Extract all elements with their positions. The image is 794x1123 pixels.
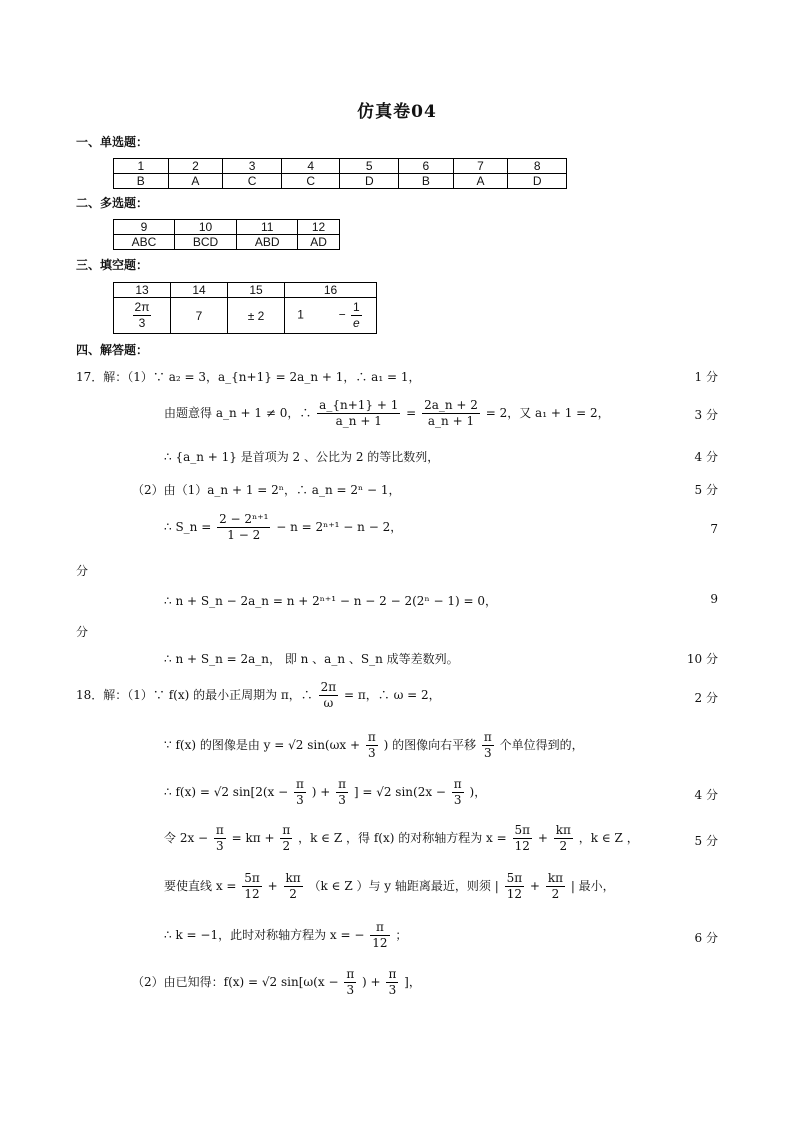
score-label: 6 分 [694,931,718,945]
fraction: $\frac{a\_\{n+1\} + 1}{a\_n + 1}$ [319,398,399,428]
table-cell: B [399,174,454,189]
table-cell [114,298,171,334]
table-cell: AD [298,235,340,250]
fraction: $\frac{\pi}{3}$ [453,777,462,807]
page-title: 仿真卷04 [357,102,437,122]
table-cell: 14 [171,283,228,298]
table-cell: 8 [508,159,567,174]
fraction: $\frac{5\pi}{12}$ [244,871,260,901]
solution-line: （2）由（1）a_n + 1 = 2ⁿ，∴ a_n = 2ⁿ − 1， 5 分 [132,483,718,497]
solution-line: ∵ f(x) 的图像是由 y = √2 sin(ωx + $\frac{\pi}{3}$ ) 的图像向右平移 $\frac{\pi}{3}$ 个单位得到的， [164,730,584,760]
fraction: $\frac{2a\_n + 2}{a\_n + 1}$ [424,398,478,428]
table-cell: 16 [285,283,377,298]
table-cell: A [168,174,223,189]
multi-choice-answer-table [113,219,340,250]
score-label: 3 分 [694,408,718,422]
fraction: $\frac{2\pi}{3}$ [134,300,150,330]
section-heading-solutions: 四、解答题： [76,343,149,357]
score-label: 4 分 [694,450,718,464]
fraction: $\frac{\pi}{3}$ [215,823,224,853]
section-heading-single-choice: 一、单选题： [76,135,149,149]
table-cell: 4 [281,159,340,174]
fraction: $\frac{\pi}{3}$ [367,730,376,760]
score-unit: 分 [76,625,89,639]
table-cell: 7 [453,159,508,174]
table-cell: ABD [237,235,298,250]
table-cell: D [340,174,399,189]
fraction: $\frac{\text{2 − 2ⁿ⁺¹}}{1 - 2}$ [219,512,269,542]
fraction: $\frac{\pi}{12}$ [372,920,388,950]
solution-line: ∴ n + S_n = 2a_n， 即 n 、a_n 、S_n 成等差数列。 10 分 [164,652,718,666]
table-cell: 10 [174,220,236,235]
table-cell: D [508,174,567,189]
fraction: $\frac{\pi}{3}$ [388,967,397,997]
fraction: $\frac{5\pi}{12}$ [514,823,531,853]
solution-line: ∴ {a_n + 1} 是首项为 2 、公比为 2 的等比数列， 4 分 [164,450,718,464]
table-cell: 12 [298,220,340,235]
fill-blank-answer-table [113,282,377,334]
table-row [114,283,377,298]
fraction: $\frac{2\pi}{\omega}$ [320,680,337,710]
table-row [114,220,340,235]
table-cell: 9 [114,220,175,235]
fraction: $\frac{\pi}{3}$ [296,777,304,807]
score-unit: 分 [76,564,89,578]
solution-line: ∴ k = −1，此时对称轴方程为 x = − $\frac{\pi}{12}$ ； 6 分 [164,920,718,950]
table-cell: 15 [228,283,285,298]
solution-line: 由题意得 a_n + 1 ≠ 0，∴ $\frac{a\_\{n+1\} + 1}{a\_n + 1}$ = $\frac{2a\_n + 2}{a\_n + 1}$ = 2，又 a₁ + 1 = 2， 3 分 [164,398,718,428]
table-cell: 6 [399,159,454,174]
table-cell: ABC [114,235,175,250]
solution-line: ∴ f(x) = √2 sin[2(x − $\frac{\pi}{3}$ ) + $\frac{\pi}{3}$ ] = √2 sin(2x − $\frac{\pi}{3}$ )， 4 分 [164,777,718,807]
table-row [114,298,377,334]
table-row [114,235,340,250]
fraction: $\frac{\pi}{2}$ [282,823,291,853]
solution-line: ∴ S_n = $\frac{\text{2 − 2ⁿ⁺¹}}{1 - 2}$ − n = 2ⁿ⁺¹ − n − 2， 7 [164,512,718,542]
table-cell: 1 − $\frac{1}{e}$ [285,298,377,334]
table-cell: 13 [114,283,171,298]
section-heading-fill-blank: 三、填空题： [76,258,149,272]
fraction: $\frac{k\pi}{2}$ [285,871,301,901]
table-cell: ± 2 [228,298,285,334]
section-heading-multi-choice: 二、多选题： [76,196,149,210]
solution-line: 18．解：（1）∵ f(x) 的最小正周期为 π，∴ $\frac{2\pi}{\omega}$ = π，∴ ω = 2， 2 分 [76,680,718,710]
solution-line: ∴ n + S_n − 2a_n = n + 2ⁿ⁺¹ − n − 2 − 2(2ⁿ − 1) = 0， 9 [164,592,718,608]
score-label: 1 分 [694,370,718,384]
table-cell: 1 [114,159,169,174]
table-cell: 11 [237,220,298,235]
fraction: $\frac{\pi}{3}$ [483,730,492,760]
table-cell: 3 [223,159,282,174]
score-label: 9 [710,592,718,606]
score-label: 5 分 [694,483,718,497]
solution-line: （2）由已知得：f(x) = √2 sin[ω(x − $\frac{\pi}{3}$ ) + $\frac{\pi}{3}$ ]， [132,967,421,997]
table-row [114,174,567,189]
fraction: $\frac{5\pi}{12}$ [506,871,523,901]
table-cell: B [114,174,169,189]
fraction: $\frac{k\pi}{2}$ [555,823,571,853]
score-label: 10 分 [686,652,718,666]
fraction: $\frac{\pi}{3}$ [338,777,346,807]
score-label: 5 分 [694,834,718,848]
single-choice-answer-table [113,158,567,189]
table-cell: C [281,174,340,189]
fraction: $\frac{\pi}{3}$ [346,967,355,997]
table-cell: A [453,174,508,189]
solution-line: 17．解：（1）∵ a₂ = 3，a_{n+1} = 2a_n + 1，∴ a₁ = 1， 1 分 [76,370,718,384]
score-label: 7 [710,522,718,536]
solution-line: 要使直线 x = $\frac{5\pi}{12}$ + $\frac{k\pi}{2}$ （k ∈ Z ）与 y 轴距离最近，则须 | $\frac{5\pi}{12}$ + $\frac{k\pi}{2}$ | 最小， [164,871,615,901]
table-row [114,159,567,174]
score-label: 4 分 [694,788,718,802]
table-cell: 5 [340,159,399,174]
table-cell: 7 [171,298,228,334]
table-cell: 2 [168,159,223,174]
score-label: 2 分 [694,691,718,705]
table-cell: BCD [174,235,236,250]
fraction: $\frac{k\pi}{2}$ [547,871,563,901]
solution-line: 令 2x − $\frac{\pi}{3}$ = kπ + $\frac{\pi}{2}$ ，k ∈ Z ，得 f(x) 的对称轴方程为 x = $\frac{5\pi}{12}$ + $\frac{k\pi}{2}$ ，k ∈ Z ， 5 分 [164,823,718,853]
table-cell: C [223,174,282,189]
fraction: $\frac{1}{e}$ [353,300,360,330]
